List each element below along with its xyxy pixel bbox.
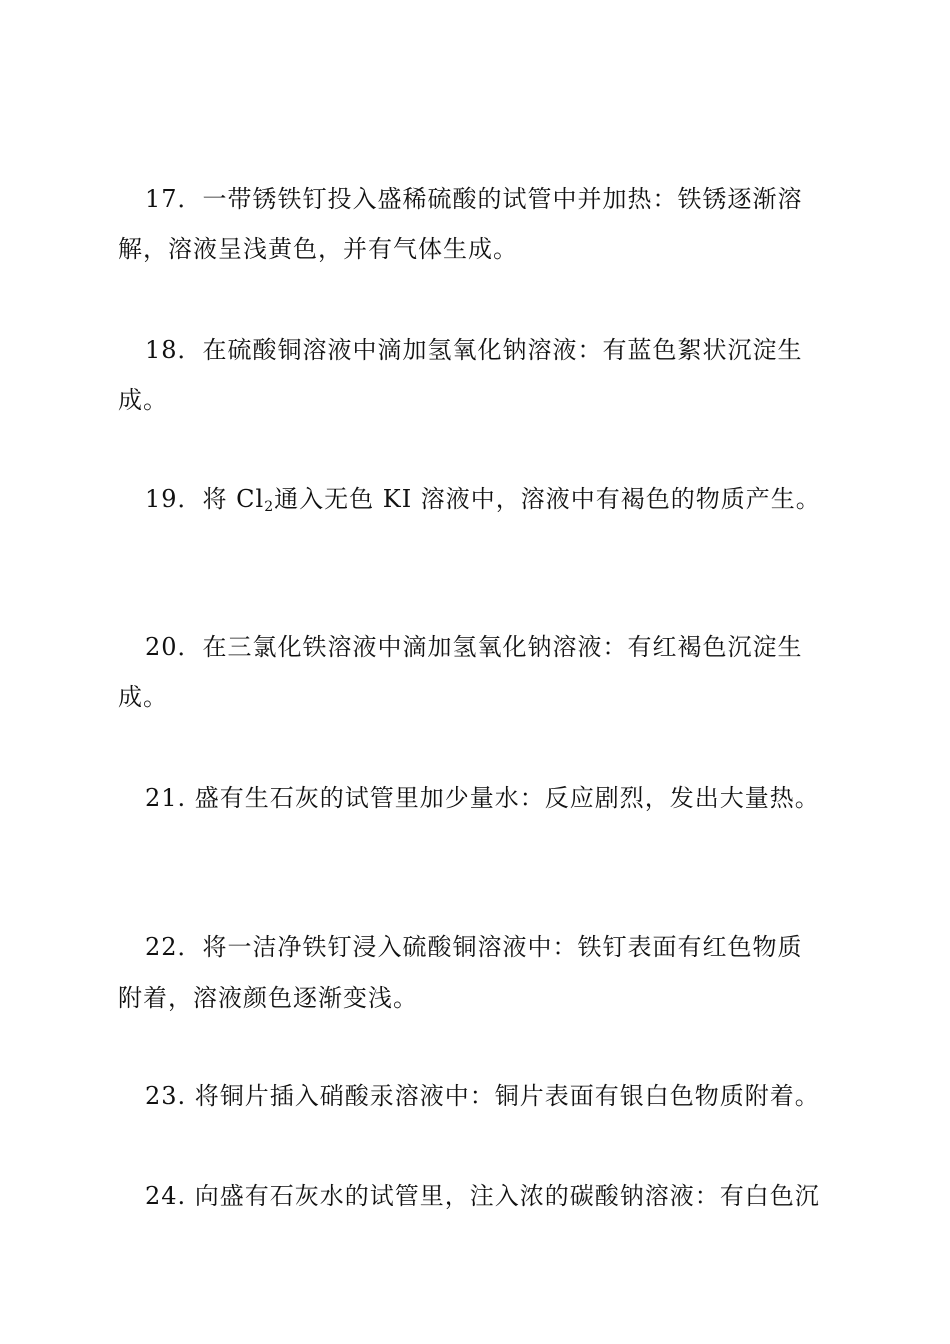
item-21-line-1: 21. 盛有生石灰的试管里加少量水：反应剧烈，发出大量热。 <box>145 784 820 812</box>
item-17-line-2: 解，溶液呈浅黄色，并有气体生成。 <box>118 235 518 263</box>
item-20-line-2: 成。 <box>118 683 168 711</box>
item-19-subscript: 2 <box>264 499 275 515</box>
item-19-text-pre: 19．将 Cl <box>145 485 265 513</box>
item-22-line-2: 附着，溶液颜色逐渐变浅。 <box>118 984 418 1012</box>
item-19-text-post: 通入无色 KI 溶液中，溶液中有褐色的物质产生。 <box>274 485 821 513</box>
item-17-line-1: 17．一带锈铁钉投入盛稀硫酸的试管中并加热：铁锈逐渐溶 <box>145 185 803 213</box>
item-22-line-1: 22．将一洁净铁钉浸入硫酸铜溶液中：铁钉表面有红色物质 <box>145 933 803 961</box>
item-20-line-1: 20．在三氯化铁溶液中滴加氢氧化钠溶液：有红褐色沉淀生 <box>145 633 803 661</box>
item-19-line-1 <box>145 484 821 514</box>
item-24-line-1: 24. 向盛有石灰水的试管里，注入浓的碳酸钠溶液：有白色沉 <box>145 1182 820 1210</box>
item-18-line-2: 成。 <box>118 386 168 414</box>
item-23-line-1: 23. 将铜片插入硝酸汞溶液中：铜片表面有银白色物质附着。 <box>145 1082 820 1110</box>
item-18-line-1: 18．在硫酸铜溶液中滴加氢氧化钠溶液：有蓝色絮状沉淀生 <box>145 336 803 364</box>
